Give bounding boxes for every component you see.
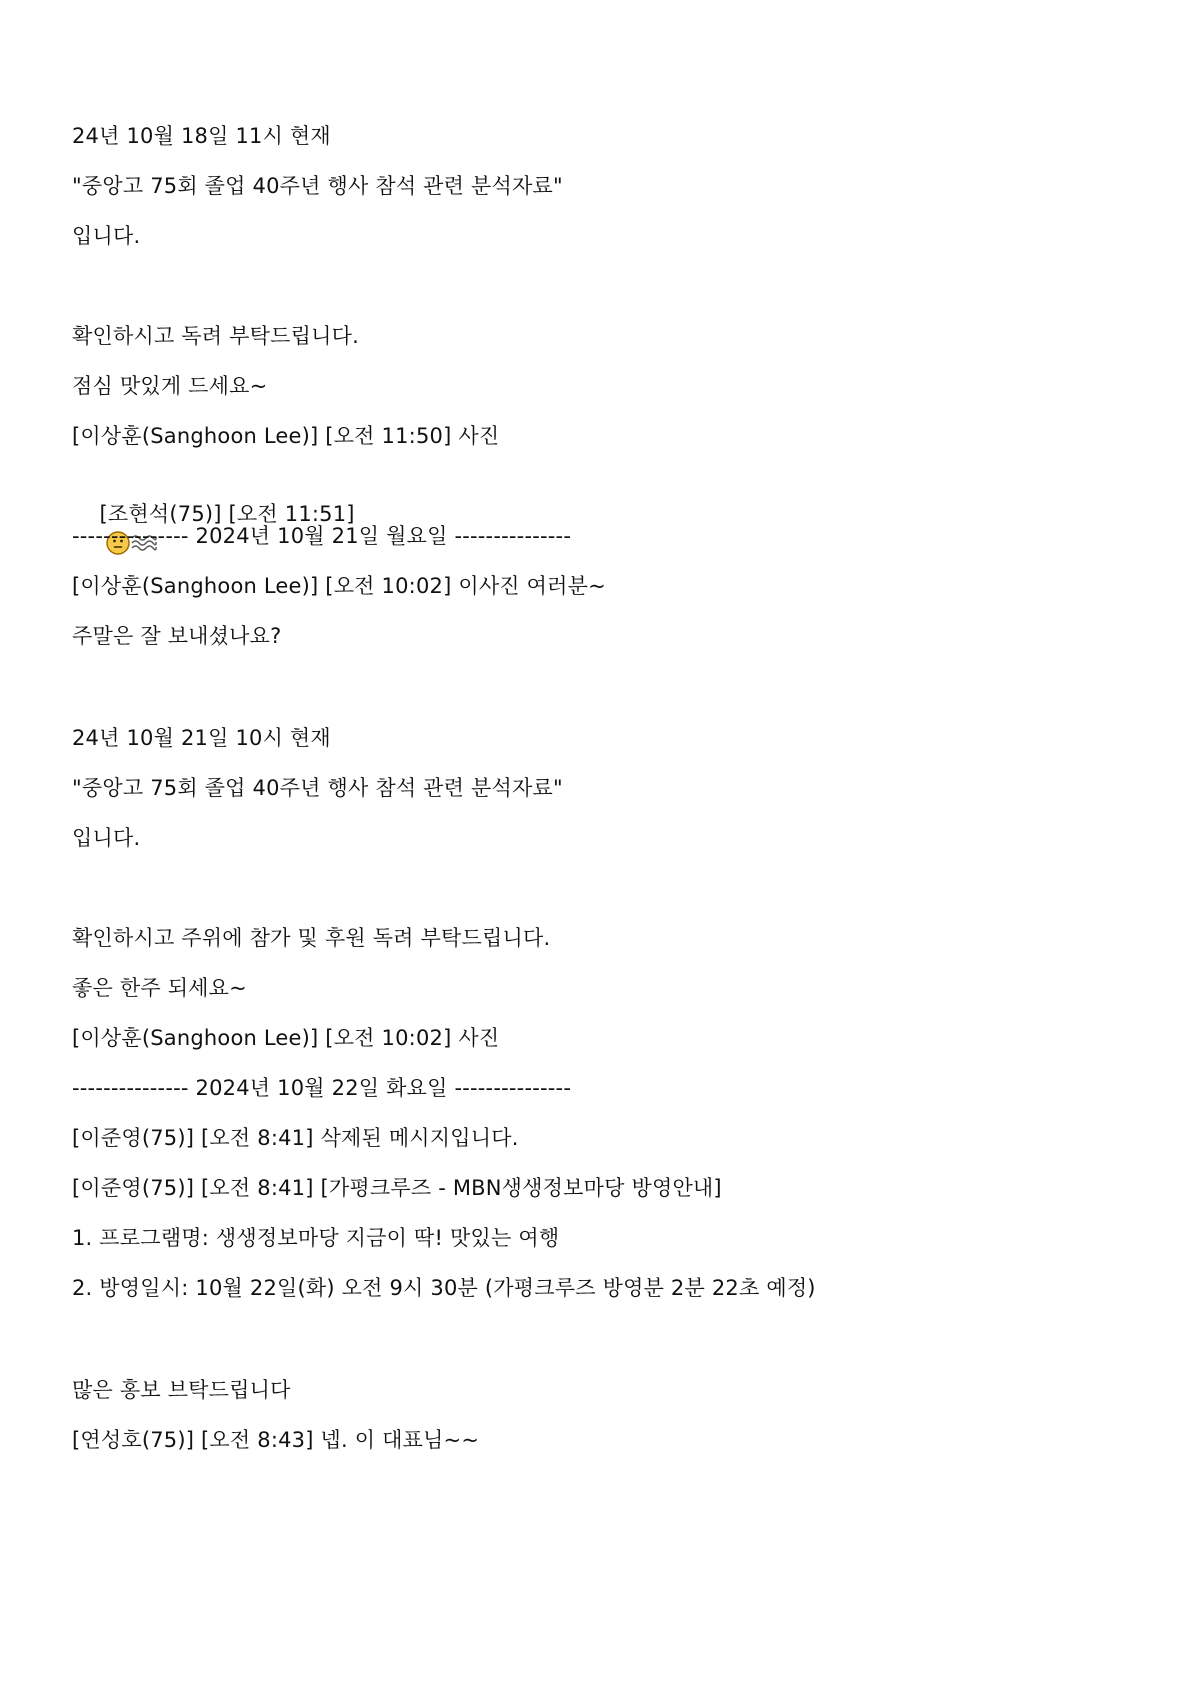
line-7-text: [조현석(75)] [오전 11:51] [99, 502, 355, 526]
line-13: 입니다. [72, 826, 141, 850]
line-3: 입니다. [72, 224, 141, 248]
line-8: --------------- 2024년 10월 21일 월요일 --------------- [72, 524, 572, 548]
line-21: 2. 방영일시: 10월 22일(화) 오전 9시 30분 (가평크루즈 방영분 2분 22초 예정) [72, 1276, 816, 1300]
line-14: 확인하시고 주위에 참가 및 후원 독려 부탁드립니다. [72, 926, 551, 950]
line-1: 24년 10월 18일 11시 현재 [72, 124, 331, 148]
line-2: "중앙고 75회 졸업 40주년 행사 참석 관련 분석자료" [72, 174, 563, 198]
line-20: 1. 프로그램명: 생생정보마당 지금이 딱! 맛있는 여행 [72, 1226, 560, 1250]
line-12: "중앙고 75회 졸업 40주년 행사 참석 관련 분석자료" [72, 776, 563, 800]
line-6: [이상훈(Sanghoon Lee)] [오전 11:50] 사진 [72, 424, 500, 448]
line-5: 점심 맛있게 드세요~ [72, 374, 268, 398]
line-4: 확인하시고 독려 부탁드립니다. [72, 324, 359, 348]
line-10: 주말은 잘 보내셨나요? [72, 624, 282, 648]
line-22: 많은 홍보 브탁드립니다 [72, 1378, 291, 1402]
line-15: 좋은 한주 되세요~ [72, 976, 247, 1000]
line-11: 24년 10월 21일 10시 현재 [72, 726, 331, 750]
line-19: [이준영(75)] [오전 8:41] [가평크루즈 - MBN생생정보마당 방영안내] [72, 1176, 722, 1200]
line-18: [이준영(75)] [오전 8:41] 삭제된 메시지입니다. [72, 1126, 519, 1150]
line-23: [연성호(75)] [오전 8:43] 넵. 이 대표님~~ [72, 1428, 480, 1452]
line-9: [이상훈(Sanghoon Lee)] [오전 10:02] 이사진 여러분~ [72, 574, 606, 598]
line-17: --------------- 2024년 10월 22일 화요일 --------------- [72, 1076, 572, 1100]
line-16: [이상훈(Sanghoon Lee)] [오전 10:02] 사진 [72, 1026, 500, 1050]
